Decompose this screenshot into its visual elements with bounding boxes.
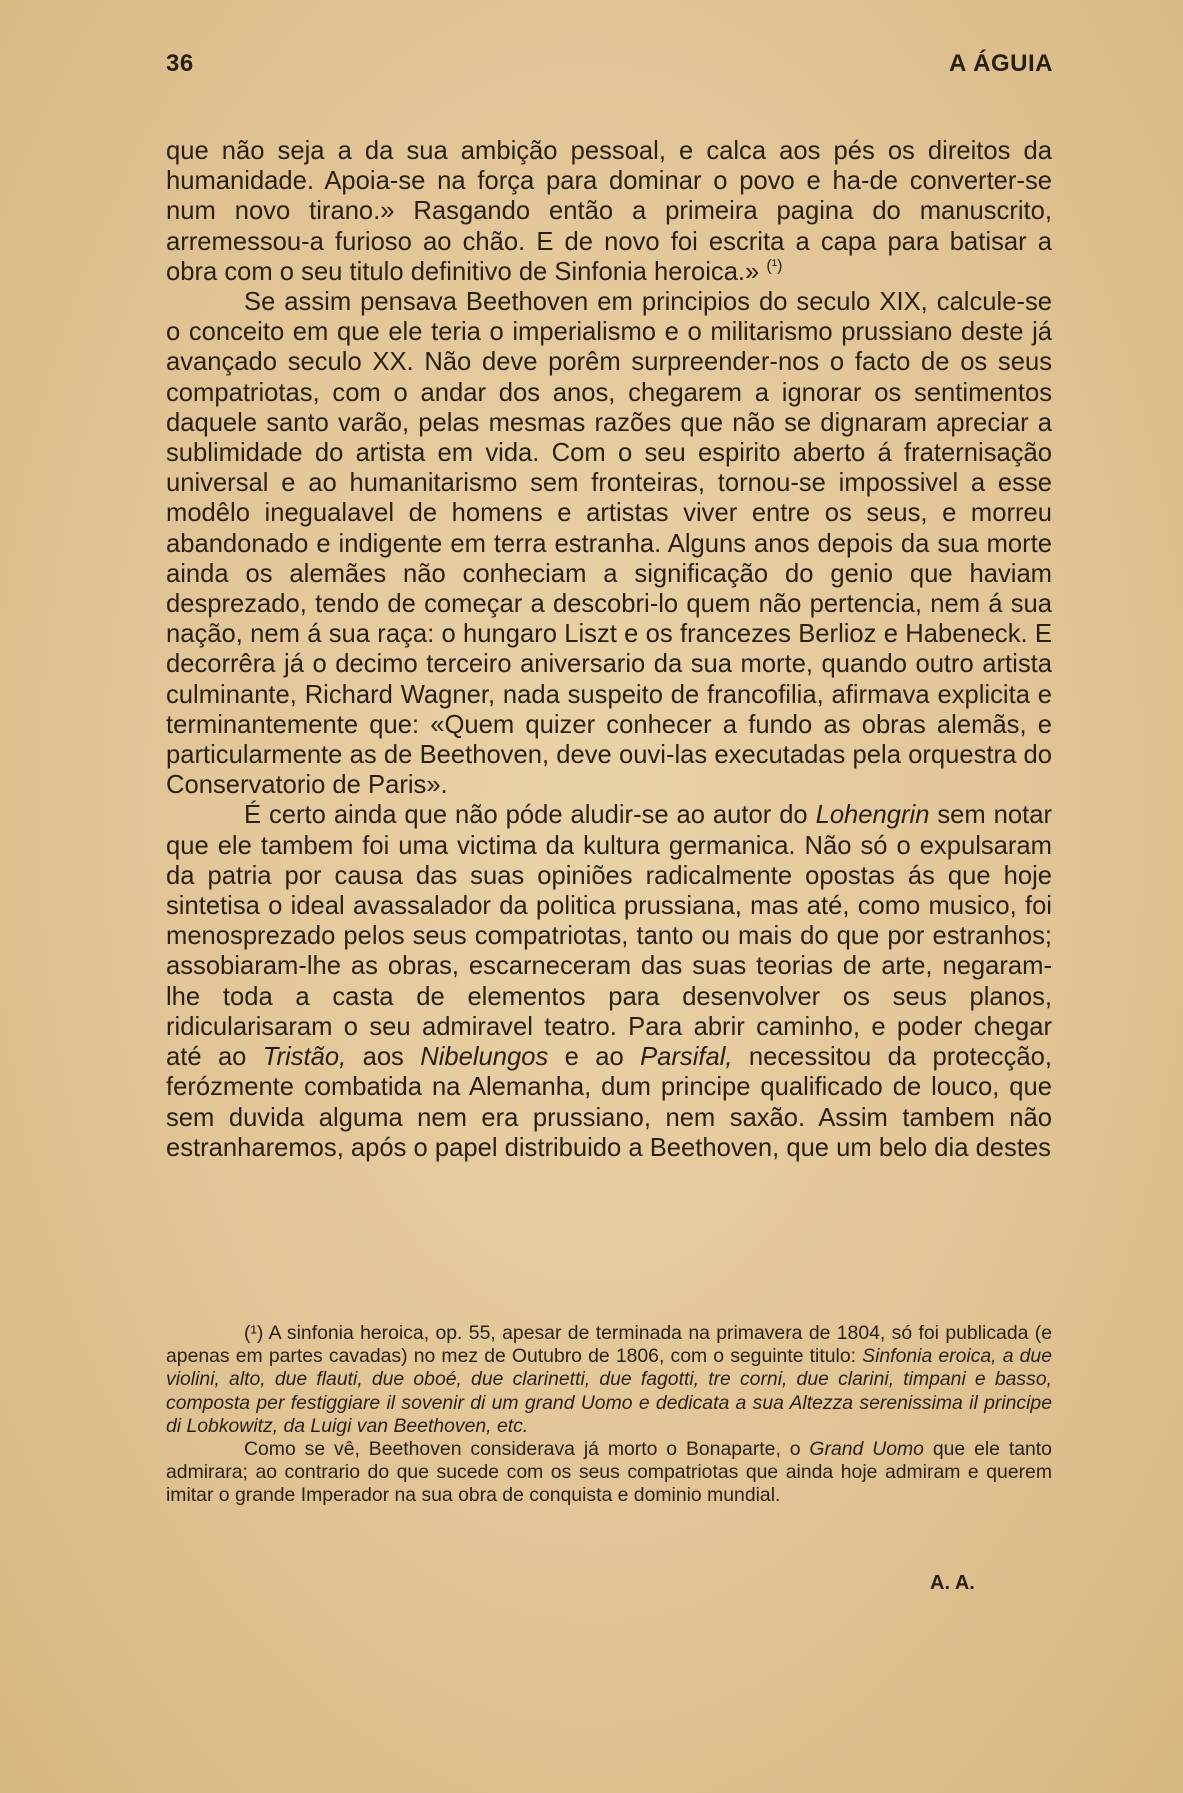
paragraph-3	[166, 800, 1052, 1162]
title-lohengrin: Lohengrin	[815, 801, 930, 830]
paragraph-3-text-c: aos	[346, 1043, 421, 1072]
body-text	[166, 136, 1052, 1163]
footnote-2-text-b: que ele tanto admirara; ao contrario do que sucede com os seus compatriotas que ainda hoje admiram e querem imitar o grande Imperador na sua obra de conquista e dominio mundial.	[166, 1438, 1052, 1507]
title-nibelungos: Nibelungos	[420, 1043, 549, 1072]
paragraph-1	[166, 136, 1052, 287]
footnote-2-text-a: Como se vê, Beethoven considerava já morto o Bonaparte, o	[244, 1438, 810, 1461]
footnote-2-italic: Grand Uomo	[809, 1438, 924, 1461]
footnote-2	[166, 1438, 1052, 1508]
paragraph-3-text-b: sem notar que ele tambem foi uma victima da kultura germanica. Não só o expulsaram da patria por causa das suas opiniões radicalmente opostas ás que hoje sintetisa o ideal avassalador da politica prussiana, mas até, como musico, foi menosprezado pelos seus compatriotas, tanto ou mais do que por estranhos; assobiaram-lhe as obras, escarneceram das suas teorias de arte, negaram-lhe toda a casta de elementos para desenvolver os seus planos, ridicularisaram o seu admiravel teatro. Para abrir caminho, e poder chegar até ao	[166, 801, 1052, 1072]
footnotes	[166, 1322, 1052, 1508]
footnote-1	[166, 1322, 1052, 1438]
signature: A. A.	[930, 1572, 975, 1594]
paragraph-3-text-e: necessitou da protecção, ferózmente combatida na Alemanha, dum principe qualificado de louco, que sem duvida alguma nem era prussiano, nem saxão. Assim tambem não estranharemos, após o papel distribuido a Beethoven, que um belo dia destes	[166, 1043, 1052, 1162]
paragraph-3-text-d: e ao	[548, 1043, 641, 1072]
title-tristao: Tristão,	[262, 1043, 347, 1072]
paragraph-1-text: que não seja a da sua ambição pessoal, e calca aos pés os direitos da humanidade. Apoia-se na força para dominar o povo e ha-de converter-se num novo tirano.» Rasgando então a primeira pagina do manuscrito, arremessou-a furioso ao chão. E de novo foi escrita a capa para batisar a obra com o seu titulo definitivo de Sinfonia heroica.»	[166, 137, 1052, 286]
footnote-reference: (¹)	[766, 257, 783, 275]
footnote-1-italic-title: Sinfonia eroica, a due violini, alto, due flauti, due oboé, due clarinetti, due fagotti, tre corni, due clarini, timpani e basso, composta per festiggiare il sovenir di um grand Uomo e dedicata a sua Altezza serenissima il principe di Lobkowitz, da Luigi van Beethoven, etc.	[166, 1345, 1053, 1437]
running-title: A ÁGUIA	[949, 50, 1053, 77]
paragraph-2: Se assim pensava Beethoven em principios do seculo XIX, calcule-se o conceito em que ele teria o imperialismo e o militarismo prussiano deste já avançado seculo XX. Não deve porêm surpreender-nos o facto de os seus compatriotas, com o andar dos anos, chegarem a ignorar os sentimentos daquele santo varão, pelas mesmas razões que não se dignaram apreciar a sublimidade do artista em vida. Com o seu espirito aberto á fraternisação universal e ao humanitarismo sem fronteiras, tornou-se impossivel a esse modêlo inegualavel de homens e artistas viver entre os seus, e morreu abandonado e indigente em terra estranha. Alguns anos depois da sua morte ainda os alemães não conheciam a significação do genio que haviam desprezado, tendo de começar a descobri-lo quem não pertencia, nem á sua nação, nem á sua raça: o hungaro Liszt e os francezes Berlioz e Habeneck. E decorrêra já o decimo terceiro aniversario da sua morte, quando outro artista culminante, Richard Wagner, nada suspeito de francofilia, afirmava explicita e terminantemente que: «Quem quizer conhecer a fundo as obras alemãs, e particularmente as de Beethoven, deve ouvi-las executadas pela orquestra do Conservatorio de Paris».	[166, 288, 1052, 800]
paragraph-3-text-a: É certo ainda que não póde aludir-se ao autor do	[244, 801, 816, 830]
footnote-1-text: (¹) A sinfonia heroica, op. 55, apesar de terminada na primavera de 1804, só foi publicada (e apenas em partes cavadas) no mez de Outubro de 1806, com o seguinte titulo:	[166, 1322, 1052, 1368]
page-number: 36	[166, 50, 194, 77]
title-parsifal: Parsifal,	[640, 1043, 733, 1072]
